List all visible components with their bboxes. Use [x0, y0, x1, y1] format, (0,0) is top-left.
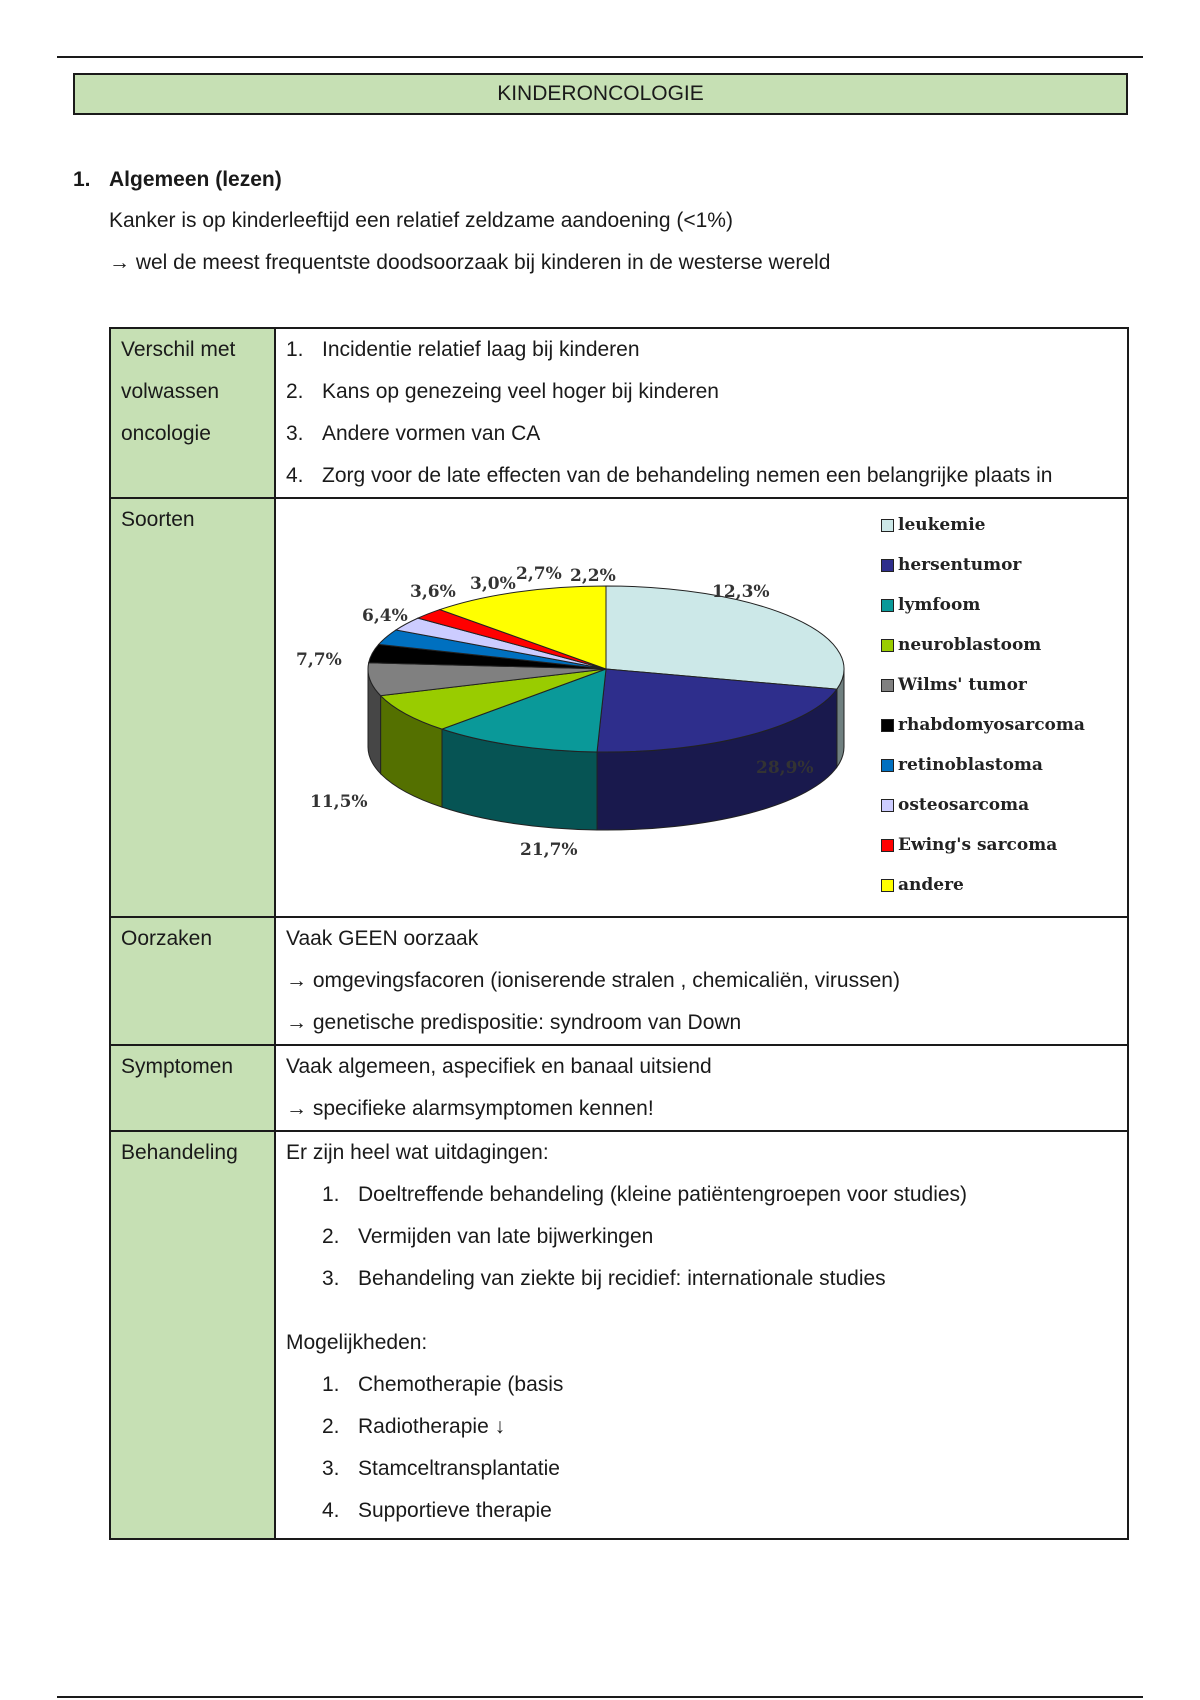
section-title: Algemeen (lezen) — [109, 168, 282, 191]
list-item: 4. Supportieve therapie — [322, 1499, 552, 1522]
list-item: 2. Radiotherapie ↓ — [322, 1415, 506, 1438]
pie-value-label: 3,6% — [410, 582, 456, 602]
list-item: 4. Zorg voor de late effecten van de behandeling nemen een belangrijke plaats in — [286, 464, 1053, 487]
options-title: Mogelijkheden: — [286, 1331, 428, 1354]
legend-label: lymfoom — [898, 595, 981, 615]
list-item: 2. Vermijden van late bijwerkingen — [322, 1225, 654, 1248]
row-label: Verschil met volwassen oncologie — [110, 328, 275, 498]
options-list — [286, 1364, 1127, 1532]
list-item: 3. Behandeling van ziekte bij recidief: internationale studies — [322, 1267, 886, 1290]
list-item: 3. Andere vormen van CA — [286, 422, 541, 445]
list-item: 1. Chemotherapie (basis — [322, 1373, 564, 1396]
chart-legend — [881, 505, 1085, 905]
legend-label: andere — [898, 875, 964, 895]
legend-swatch — [881, 599, 894, 612]
pie-value-label: 21,7% — [520, 840, 578, 860]
legend-swatch — [881, 679, 894, 692]
row-label: Behandeling — [110, 1131, 275, 1539]
list-item: 3. Stamceltransplantatie — [322, 1457, 560, 1480]
row-label: Oorzaken — [110, 917, 275, 1045]
row-symptomen — [110, 1045, 1128, 1131]
row-label: Soorten — [110, 498, 275, 917]
legend-item — [881, 705, 1085, 745]
legend-item — [881, 505, 1085, 545]
cause-line: Vaak GEEN oorzaak — [286, 927, 479, 950]
treatment-intro: Er zijn heel wat uitdagingen: — [286, 1141, 549, 1164]
row-content — [275, 1131, 1128, 1539]
row-soorten — [110, 498, 1128, 917]
legend-item — [881, 585, 1085, 625]
legend-item — [881, 785, 1085, 825]
top-rule — [57, 56, 1143, 58]
row-behandeling — [110, 1131, 1128, 1539]
pie-value-label: 12,3% — [712, 582, 770, 602]
symptom-line: → specifieke alarmsymptomen kennen! — [286, 1097, 654, 1120]
legend-item — [881, 545, 1085, 585]
row-label: Symptomen — [110, 1045, 275, 1131]
row-content — [275, 917, 1128, 1045]
section-heading — [73, 168, 282, 192]
pie-value-label: 7,7% — [296, 650, 342, 670]
legend-label: neuroblastoom — [898, 635, 1042, 655]
legend-item — [881, 625, 1085, 665]
legend-item — [881, 825, 1085, 865]
difference-list — [286, 329, 1127, 497]
pie-value-label: 2,2% — [570, 566, 616, 586]
row-oorzaken — [110, 917, 1128, 1045]
legend-swatch — [881, 639, 894, 652]
legend-item — [881, 745, 1085, 785]
pie-value-label: 11,5% — [310, 792, 368, 812]
row-content — [275, 1045, 1128, 1131]
legend-swatch — [881, 759, 894, 772]
pie-value-label: 2,7% — [516, 564, 562, 584]
row-verschil — [110, 328, 1128, 498]
legend-label: rhabdomyosarcoma — [898, 715, 1085, 735]
legend-label: retinoblastoma — [898, 755, 1043, 775]
legend-swatch — [881, 519, 894, 532]
legend-item — [881, 865, 1085, 905]
pie-value-label: 3,0% — [470, 574, 516, 594]
page-title: KINDERONCOLOGIE — [73, 73, 1128, 115]
legend-swatch — [881, 719, 894, 732]
bottom-rule — [57, 1696, 1143, 1698]
legend-swatch — [881, 879, 894, 892]
intro-line-2: → wel de meest frequentste doodsoorzaak bij kinderen in de westerse wereld — [109, 251, 831, 274]
cause-line: → omgevingsfacoren (ioniserende stralen , chemicaliën, virussen) — [286, 969, 900, 992]
challenges-list — [286, 1174, 1127, 1300]
legend-swatch — [881, 559, 894, 572]
pie-value-label: 6,4% — [362, 606, 408, 626]
list-item: 1. Doeltreffende behandeling (kleine patiëntengroepen voor studies) — [322, 1183, 968, 1206]
legend-swatch — [881, 799, 894, 812]
legend-label: osteosarcoma — [898, 795, 1030, 815]
list-item: 2. Kans op genezeing veel hoger bij kinderen — [286, 380, 719, 403]
list-item: 1. Incidentie relatief laag bij kinderen — [286, 338, 640, 361]
legend-label: leukemie — [898, 515, 986, 535]
row-content — [275, 328, 1128, 498]
intro-line-1: Kanker is op kinderleeftijd een relatief zeldzame aandoening (<1%) — [109, 209, 733, 232]
pie-value-label: 28,9% — [756, 758, 814, 778]
pie-chart-cell — [275, 498, 1128, 917]
cause-line: → genetische predispositie: syndroom van Down — [286, 1011, 742, 1034]
info-table — [109, 327, 1129, 1540]
legend-label: hersentumor — [898, 555, 1022, 575]
legend-label: Ewing's sarcoma — [898, 835, 1058, 855]
legend-swatch — [881, 839, 894, 852]
legend-label: Wilms' tumor — [898, 675, 1027, 695]
section-number: 1. — [73, 168, 91, 191]
legend-item — [881, 665, 1085, 705]
symptom-line: Vaak algemeen, aspecifiek en banaal uitsiend — [286, 1055, 712, 1078]
